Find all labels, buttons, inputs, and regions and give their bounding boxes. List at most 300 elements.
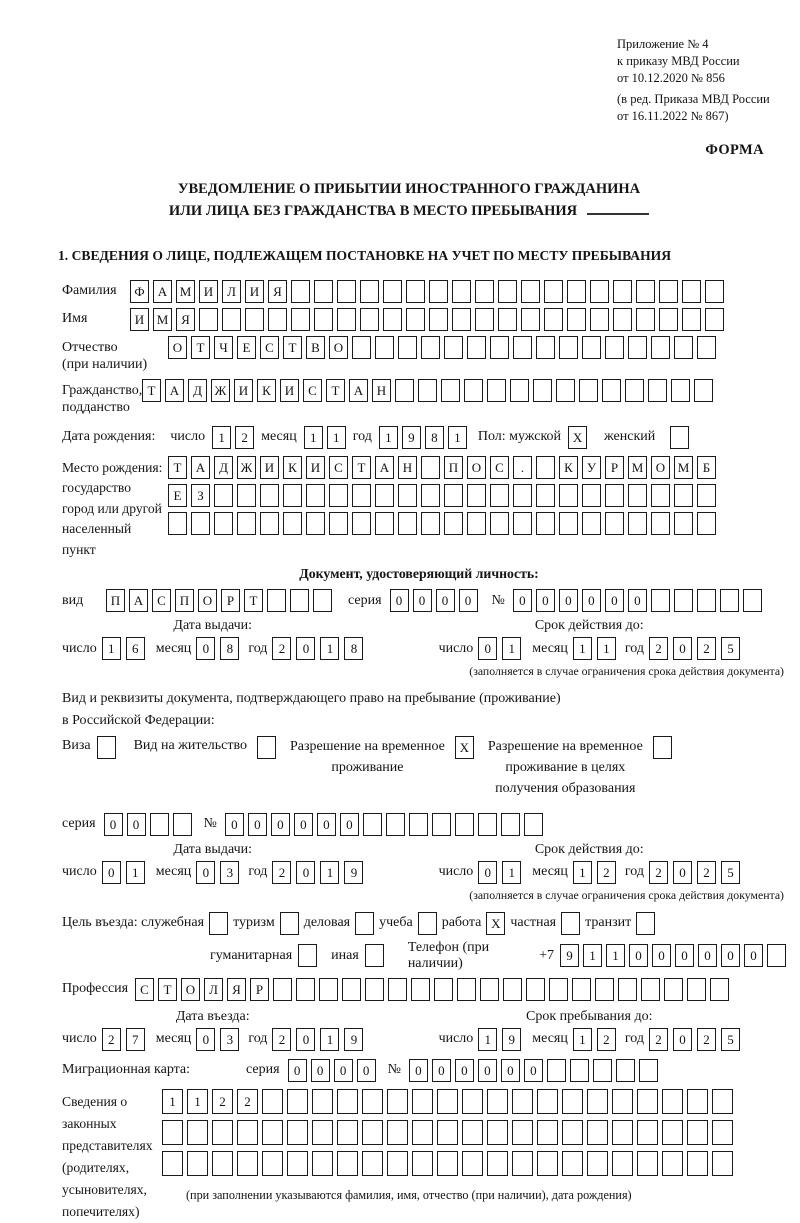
representatives-row1-cell[interactable] bbox=[337, 1089, 358, 1114]
surname-cell[interactable] bbox=[521, 280, 540, 303]
migcard-number-cell[interactable] bbox=[547, 1059, 566, 1082]
phone-cell[interactable]: 1 bbox=[583, 944, 602, 967]
stay-year-cell[interactable]: 5 bbox=[721, 1028, 740, 1051]
migcard-number-cell[interactable]: 0 bbox=[524, 1059, 543, 1082]
birthplace-row3-cell[interactable] bbox=[628, 512, 647, 535]
representatives-row2-cell[interactable] bbox=[462, 1120, 483, 1145]
representatives-row2-cell[interactable] bbox=[537, 1120, 558, 1145]
birthplace-row1-cell[interactable]: Д bbox=[214, 456, 233, 479]
profession-cell[interactable] bbox=[664, 978, 683, 1001]
patronymic-cell[interactable] bbox=[398, 336, 417, 359]
surname-cell[interactable] bbox=[705, 280, 724, 303]
birthplace-row3-cell[interactable] bbox=[605, 512, 624, 535]
birthplace-row1-cell[interactable]: О bbox=[651, 456, 670, 479]
phone-cell[interactable]: 0 bbox=[675, 944, 694, 967]
doc-number-cell[interactable]: 0 bbox=[628, 589, 647, 612]
doc-number-cell[interactable]: 0 bbox=[536, 589, 555, 612]
permit-series-cell[interactable]: 0 bbox=[127, 813, 146, 836]
permit-issue-month-cell[interactable]: 3 bbox=[220, 861, 239, 884]
birth-year-cell[interactable]: 8 bbox=[425, 426, 444, 449]
surname-cell[interactable] bbox=[636, 280, 655, 303]
temp-permit-checkbox-cell[interactable]: X bbox=[455, 736, 474, 759]
citizenship-cell[interactable] bbox=[625, 379, 644, 402]
surname-cell[interactable] bbox=[452, 280, 471, 303]
birth-month-cell[interactable]: 1 bbox=[304, 426, 323, 449]
representatives-row3-cell[interactable] bbox=[162, 1151, 183, 1176]
profession-cell[interactable] bbox=[365, 978, 384, 1001]
citizenship-cell[interactable]: С bbox=[303, 379, 322, 402]
name-cell[interactable] bbox=[222, 308, 241, 331]
birth-day-cell[interactable]: 1 bbox=[212, 426, 231, 449]
surname-cell[interactable]: И bbox=[245, 280, 264, 303]
birthplace-row3-cell[interactable] bbox=[559, 512, 578, 535]
work-checkbox-cell[interactable]: X bbox=[486, 912, 505, 935]
birthplace-row2-cell[interactable] bbox=[398, 484, 417, 507]
phone-cell[interactable]: 0 bbox=[652, 944, 671, 967]
phone-cell[interactable]: 0 bbox=[629, 944, 648, 967]
migcard-series-cell[interactable]: 0 bbox=[288, 1059, 307, 1082]
patronymic-cell[interactable]: Т bbox=[191, 336, 210, 359]
sex-female-checkbox-cell[interactable] bbox=[670, 426, 689, 449]
stay-year-cell[interactable]: 2 bbox=[697, 1028, 716, 1051]
representatives-row1-cell[interactable] bbox=[637, 1089, 658, 1114]
birthplace-row2-cell[interactable] bbox=[214, 484, 233, 507]
birth-month-cell[interactable]: 1 bbox=[327, 426, 346, 449]
representatives-row1-cell[interactable]: 2 bbox=[212, 1089, 233, 1114]
representatives-row1-cell[interactable] bbox=[387, 1089, 408, 1114]
surname-cell[interactable] bbox=[475, 280, 494, 303]
business-checkbox-cell[interactable] bbox=[355, 912, 374, 935]
citizenship-cell[interactable] bbox=[602, 379, 621, 402]
humanitarian-checkbox-cell[interactable] bbox=[298, 944, 317, 967]
representatives-row3-cell[interactable] bbox=[637, 1151, 658, 1176]
profession-cell[interactable]: С bbox=[135, 978, 154, 1001]
entry-day-cell[interactable]: 7 bbox=[126, 1028, 145, 1051]
profession-cell[interactable] bbox=[411, 978, 430, 1001]
patronymic-cell[interactable]: С bbox=[260, 336, 279, 359]
stay-day-cell[interactable]: 1 bbox=[478, 1028, 497, 1051]
migcard-series-cell[interactable]: 0 bbox=[311, 1059, 330, 1082]
birthplace-row3-cell[interactable] bbox=[697, 512, 716, 535]
permit-number-cell[interactable] bbox=[363, 813, 382, 836]
representatives-row1-cell[interactable] bbox=[612, 1089, 633, 1114]
citizenship-cell[interactable] bbox=[556, 379, 575, 402]
doc-type-cell[interactable] bbox=[313, 589, 332, 612]
name-cell[interactable]: И bbox=[130, 308, 149, 331]
study-checkbox-cell[interactable] bbox=[418, 912, 437, 935]
patronymic-cell[interactable] bbox=[651, 336, 670, 359]
other-checkbox-cell[interactable] bbox=[365, 944, 384, 967]
representatives-row3-cell[interactable] bbox=[212, 1151, 233, 1176]
birthplace-row1-cell[interactable]: У bbox=[582, 456, 601, 479]
permit-number-cell[interactable]: 0 bbox=[248, 813, 267, 836]
representatives-row3-cell[interactable] bbox=[237, 1151, 258, 1176]
patronymic-cell[interactable] bbox=[559, 336, 578, 359]
patronymic-cell[interactable] bbox=[490, 336, 509, 359]
surname-cell[interactable] bbox=[590, 280, 609, 303]
patronymic-cell[interactable] bbox=[467, 336, 486, 359]
stay-month-cell[interactable]: 2 bbox=[597, 1028, 616, 1051]
birthplace-row2-cell[interactable]: Е bbox=[168, 484, 187, 507]
citizenship-cell[interactable] bbox=[648, 379, 667, 402]
birthplace-row1-cell[interactable]: Т bbox=[168, 456, 187, 479]
surname-cell[interactable]: М bbox=[176, 280, 195, 303]
profession-cell[interactable] bbox=[503, 978, 522, 1001]
doc-type-cell[interactable]: Т bbox=[244, 589, 263, 612]
birthplace-row3-cell[interactable] bbox=[306, 512, 325, 535]
permit-number-cell[interactable] bbox=[478, 813, 497, 836]
representatives-row2-cell[interactable] bbox=[687, 1120, 708, 1145]
birthplace-row1-cell[interactable] bbox=[536, 456, 555, 479]
permit-number-cell[interactable]: 0 bbox=[340, 813, 359, 836]
profession-cell[interactable] bbox=[273, 978, 292, 1001]
birthplace-row2-cell[interactable] bbox=[697, 484, 716, 507]
name-cell[interactable] bbox=[498, 308, 517, 331]
migcard-number-cell[interactable]: 0 bbox=[501, 1059, 520, 1082]
doc-type-cell[interactable] bbox=[290, 589, 309, 612]
representatives-row2-cell[interactable] bbox=[362, 1120, 383, 1145]
permit-number-cell[interactable]: 0 bbox=[317, 813, 336, 836]
citizenship-cell[interactable] bbox=[418, 379, 437, 402]
name-cell[interactable] bbox=[544, 308, 563, 331]
representatives-row1-cell[interactable] bbox=[462, 1089, 483, 1114]
surname-cell[interactable] bbox=[429, 280, 448, 303]
birthplace-row1-cell[interactable]: П bbox=[444, 456, 463, 479]
birthplace-row2-cell[interactable] bbox=[283, 484, 302, 507]
profession-cell[interactable] bbox=[434, 978, 453, 1001]
citizenship-cell[interactable]: А bbox=[349, 379, 368, 402]
birth-year-cell[interactable]: 1 bbox=[379, 426, 398, 449]
representatives-row3-cell[interactable] bbox=[337, 1151, 358, 1176]
representatives-row3-cell[interactable] bbox=[612, 1151, 633, 1176]
citizenship-cell[interactable] bbox=[464, 379, 483, 402]
birthplace-row1-cell[interactable]: И bbox=[306, 456, 325, 479]
birthplace-row3-cell[interactable] bbox=[352, 512, 371, 535]
doc-number-cell[interactable] bbox=[651, 589, 670, 612]
name-cell[interactable] bbox=[567, 308, 586, 331]
id-issue-day-cell[interactable]: 1 bbox=[102, 637, 121, 660]
profession-cell[interactable] bbox=[526, 978, 545, 1001]
permit-issue-day-cell[interactable]: 0 bbox=[102, 861, 121, 884]
id-valid-year-cell[interactable]: 5 bbox=[721, 637, 740, 660]
birthplace-row2-cell[interactable] bbox=[513, 484, 532, 507]
representatives-row1-cell[interactable]: 2 bbox=[237, 1089, 258, 1114]
private-checkbox-cell[interactable] bbox=[561, 912, 580, 935]
name-cell[interactable] bbox=[682, 308, 701, 331]
id-valid-year-cell[interactable]: 2 bbox=[697, 637, 716, 660]
permit-series-cell[interactable] bbox=[173, 813, 192, 836]
birthplace-row1-cell[interactable]: . bbox=[513, 456, 532, 479]
patronymic-cell[interactable] bbox=[352, 336, 371, 359]
birthplace-row2-cell[interactable] bbox=[674, 484, 693, 507]
phone-cell[interactable] bbox=[767, 944, 786, 967]
profession-cell[interactable]: О bbox=[181, 978, 200, 1001]
surname-cell[interactable] bbox=[567, 280, 586, 303]
profession-cell[interactable] bbox=[618, 978, 637, 1001]
birthplace-row3-cell[interactable] bbox=[260, 512, 279, 535]
patronymic-cell[interactable] bbox=[697, 336, 716, 359]
permit-valid-month-cell[interactable]: 2 bbox=[597, 861, 616, 884]
doc-number-cell[interactable] bbox=[674, 589, 693, 612]
patronymic-cell[interactable]: О bbox=[329, 336, 348, 359]
permit-number-cell[interactable]: 0 bbox=[294, 813, 313, 836]
representatives-row3-cell[interactable] bbox=[437, 1151, 458, 1176]
birthplace-row2-cell[interactable] bbox=[237, 484, 256, 507]
birthplace-row3-cell[interactable] bbox=[444, 512, 463, 535]
permit-valid-day-cell[interactable]: 1 bbox=[502, 861, 521, 884]
id-valid-month-cell[interactable]: 1 bbox=[573, 637, 592, 660]
birthplace-row3-cell[interactable] bbox=[582, 512, 601, 535]
doc-number-cell[interactable] bbox=[697, 589, 716, 612]
name-cell[interactable] bbox=[429, 308, 448, 331]
migcard-number-cell[interactable]: 0 bbox=[455, 1059, 474, 1082]
birthplace-row2-cell[interactable] bbox=[260, 484, 279, 507]
official-checkbox-cell[interactable] bbox=[209, 912, 228, 935]
name-cell[interactable] bbox=[659, 308, 678, 331]
birthplace-row3-cell[interactable] bbox=[651, 512, 670, 535]
representatives-row2-cell[interactable] bbox=[287, 1120, 308, 1145]
name-cell[interactable] bbox=[314, 308, 333, 331]
representatives-row2-cell[interactable] bbox=[712, 1120, 733, 1145]
profession-cell[interactable] bbox=[388, 978, 407, 1001]
id-issue-year-cell[interactable]: 1 bbox=[320, 637, 339, 660]
stay-year-cell[interactable]: 0 bbox=[673, 1028, 692, 1051]
representatives-row2-cell[interactable] bbox=[487, 1120, 508, 1145]
representatives-row1-cell[interactable]: 1 bbox=[162, 1089, 183, 1114]
birthplace-row2-cell[interactable] bbox=[536, 484, 555, 507]
birthplace-row1-cell[interactable]: М bbox=[628, 456, 647, 479]
doc-number-cell[interactable]: 0 bbox=[559, 589, 578, 612]
id-valid-day-cell[interactable]: 1 bbox=[502, 637, 521, 660]
entry-day-cell[interactable]: 2 bbox=[102, 1028, 121, 1051]
name-cell[interactable] bbox=[245, 308, 264, 331]
name-cell[interactable] bbox=[636, 308, 655, 331]
representatives-row2-cell[interactable] bbox=[337, 1120, 358, 1145]
birthplace-row3-cell[interactable] bbox=[674, 512, 693, 535]
representatives-row3-cell[interactable] bbox=[287, 1151, 308, 1176]
citizenship-cell[interactable]: Д bbox=[188, 379, 207, 402]
citizenship-cell[interactable] bbox=[533, 379, 552, 402]
sex-male-checkbox-cell[interactable]: X bbox=[568, 426, 587, 449]
name-cell[interactable] bbox=[291, 308, 310, 331]
name-cell[interactable] bbox=[383, 308, 402, 331]
birthplace-row2-cell[interactable] bbox=[306, 484, 325, 507]
phone-cell[interactable]: 1 bbox=[606, 944, 625, 967]
representatives-row3-cell[interactable] bbox=[312, 1151, 333, 1176]
profession-cell[interactable] bbox=[549, 978, 568, 1001]
representatives-row3-cell[interactable] bbox=[587, 1151, 608, 1176]
surname-cell[interactable] bbox=[291, 280, 310, 303]
representatives-row1-cell[interactable] bbox=[537, 1089, 558, 1114]
representatives-row2-cell[interactable] bbox=[662, 1120, 683, 1145]
representatives-row3-cell[interactable] bbox=[462, 1151, 483, 1176]
representatives-row2-cell[interactable] bbox=[562, 1120, 583, 1145]
birth-day-cell[interactable]: 2 bbox=[235, 426, 254, 449]
citizenship-cell[interactable]: Ж bbox=[211, 379, 230, 402]
representatives-row3-cell[interactable] bbox=[387, 1151, 408, 1176]
birthplace-row2-cell[interactable] bbox=[375, 484, 394, 507]
representatives-row3-cell[interactable] bbox=[362, 1151, 383, 1176]
birthplace-row1-cell[interactable]: А bbox=[375, 456, 394, 479]
birthplace-row2-cell[interactable] bbox=[421, 484, 440, 507]
patronymic-cell[interactable] bbox=[513, 336, 532, 359]
citizenship-cell[interactable]: И bbox=[280, 379, 299, 402]
permit-series-cell[interactable] bbox=[150, 813, 169, 836]
permit-valid-year-cell[interactable]: 5 bbox=[721, 861, 740, 884]
id-issue-month-cell[interactable]: 0 bbox=[196, 637, 215, 660]
entry-year-cell[interactable]: 0 bbox=[296, 1028, 315, 1051]
permit-series-cell[interactable]: 0 bbox=[104, 813, 123, 836]
name-cell[interactable] bbox=[590, 308, 609, 331]
birthplace-row2-cell[interactable] bbox=[329, 484, 348, 507]
representatives-row1-cell[interactable] bbox=[662, 1089, 683, 1114]
profession-cell[interactable] bbox=[595, 978, 614, 1001]
temp-permit-edu-checkbox-cell[interactable] bbox=[653, 736, 672, 759]
permit-issue-day-cell[interactable]: 1 bbox=[126, 861, 145, 884]
profession-cell[interactable] bbox=[710, 978, 729, 1001]
surname-cell[interactable] bbox=[682, 280, 701, 303]
profession-cell[interactable] bbox=[572, 978, 591, 1001]
phone-cell[interactable]: 0 bbox=[698, 944, 717, 967]
profession-cell[interactable] bbox=[319, 978, 338, 1001]
surname-cell[interactable] bbox=[544, 280, 563, 303]
doc-type-cell[interactable] bbox=[267, 589, 286, 612]
representatives-row1-cell[interactable] bbox=[687, 1089, 708, 1114]
name-cell[interactable] bbox=[705, 308, 724, 331]
patronymic-cell[interactable] bbox=[582, 336, 601, 359]
tourism-checkbox-cell[interactable] bbox=[280, 912, 299, 935]
permit-number-cell[interactable] bbox=[386, 813, 405, 836]
birthplace-row3-cell[interactable] bbox=[214, 512, 233, 535]
permit-number-cell[interactable] bbox=[409, 813, 428, 836]
birthplace-row2-cell[interactable] bbox=[628, 484, 647, 507]
representatives-row2-cell[interactable] bbox=[162, 1120, 183, 1145]
representatives-row1-cell[interactable]: 1 bbox=[187, 1089, 208, 1114]
representatives-row1-cell[interactable] bbox=[437, 1089, 458, 1114]
surname-cell[interactable]: Я bbox=[268, 280, 287, 303]
entry-year-cell[interactable]: 2 bbox=[272, 1028, 291, 1051]
permit-number-cell[interactable]: 0 bbox=[225, 813, 244, 836]
doc-series-cell[interactable]: 0 bbox=[390, 589, 409, 612]
patronymic-cell[interactable] bbox=[674, 336, 693, 359]
patronymic-cell[interactable]: В bbox=[306, 336, 325, 359]
doc-series-cell[interactable]: 0 bbox=[436, 589, 455, 612]
birthplace-row1-cell[interactable]: Ж bbox=[237, 456, 256, 479]
doc-number-cell[interactable]: 0 bbox=[605, 589, 624, 612]
birthplace-row2-cell[interactable] bbox=[605, 484, 624, 507]
representatives-row3-cell[interactable] bbox=[187, 1151, 208, 1176]
patronymic-cell[interactable]: О bbox=[168, 336, 187, 359]
birthplace-row3-cell[interactable] bbox=[237, 512, 256, 535]
citizenship-cell[interactable] bbox=[510, 379, 529, 402]
representatives-row3-cell[interactable] bbox=[537, 1151, 558, 1176]
representatives-row3-cell[interactable] bbox=[512, 1151, 533, 1176]
permit-number-cell[interactable] bbox=[501, 813, 520, 836]
entry-year-cell[interactable]: 1 bbox=[320, 1028, 339, 1051]
representatives-row2-cell[interactable] bbox=[237, 1120, 258, 1145]
citizenship-cell[interactable] bbox=[694, 379, 713, 402]
patronymic-cell[interactable] bbox=[536, 336, 555, 359]
birthplace-row2-cell[interactable] bbox=[467, 484, 486, 507]
doc-number-cell[interactable]: 0 bbox=[513, 589, 532, 612]
birthplace-row3-cell[interactable] bbox=[490, 512, 509, 535]
birthplace-row1-cell[interactable]: А bbox=[191, 456, 210, 479]
birthplace-row1-cell[interactable]: Б bbox=[697, 456, 716, 479]
id-issue-year-cell[interactable]: 0 bbox=[296, 637, 315, 660]
doc-type-cell[interactable]: О bbox=[198, 589, 217, 612]
profession-cell[interactable]: Л bbox=[204, 978, 223, 1001]
surname-cell[interactable] bbox=[613, 280, 632, 303]
doc-number-cell[interactable] bbox=[720, 589, 739, 612]
doc-number-cell[interactable] bbox=[743, 589, 762, 612]
doc-series-cell[interactable]: 0 bbox=[459, 589, 478, 612]
birthplace-row3-cell[interactable] bbox=[536, 512, 555, 535]
phone-cell[interactable]: 9 bbox=[560, 944, 579, 967]
entry-year-cell[interactable]: 9 bbox=[344, 1028, 363, 1051]
permit-issue-year-cell[interactable]: 0 bbox=[296, 861, 315, 884]
name-cell[interactable] bbox=[452, 308, 471, 331]
permit-issue-year-cell[interactable]: 9 bbox=[344, 861, 363, 884]
profession-cell[interactable] bbox=[480, 978, 499, 1001]
name-cell[interactable] bbox=[268, 308, 287, 331]
surname-cell[interactable] bbox=[498, 280, 517, 303]
representatives-row3-cell[interactable] bbox=[562, 1151, 583, 1176]
representatives-row1-cell[interactable] bbox=[287, 1089, 308, 1114]
permit-number-cell[interactable] bbox=[432, 813, 451, 836]
profession-cell[interactable]: Т bbox=[158, 978, 177, 1001]
birthplace-row1-cell[interactable]: С bbox=[329, 456, 348, 479]
stay-month-cell[interactable]: 1 bbox=[573, 1028, 592, 1051]
birthplace-row1-cell[interactable]: Н bbox=[398, 456, 417, 479]
doc-number-cell[interactable]: 0 bbox=[582, 589, 601, 612]
patronymic-cell[interactable] bbox=[421, 336, 440, 359]
birthplace-row2-cell[interactable] bbox=[559, 484, 578, 507]
migcard-number-cell[interactable]: 0 bbox=[432, 1059, 451, 1082]
representatives-row1-cell[interactable] bbox=[412, 1089, 433, 1114]
representatives-row2-cell[interactable] bbox=[412, 1120, 433, 1145]
migcard-number-cell[interactable]: 0 bbox=[478, 1059, 497, 1082]
birthplace-row2-cell[interactable] bbox=[444, 484, 463, 507]
representatives-row2-cell[interactable] bbox=[387, 1120, 408, 1145]
migcard-series-cell[interactable]: 0 bbox=[334, 1059, 353, 1082]
stay-year-cell[interactable]: 2 bbox=[649, 1028, 668, 1051]
representatives-row2-cell[interactable] bbox=[587, 1120, 608, 1145]
name-cell[interactable] bbox=[337, 308, 356, 331]
id-valid-year-cell[interactable]: 0 bbox=[673, 637, 692, 660]
name-cell[interactable] bbox=[475, 308, 494, 331]
id-valid-day-cell[interactable]: 0 bbox=[478, 637, 497, 660]
profession-cell[interactable] bbox=[687, 978, 706, 1001]
representatives-row2-cell[interactable] bbox=[212, 1120, 233, 1145]
profession-cell[interactable] bbox=[296, 978, 315, 1001]
patronymic-cell[interactable]: Е bbox=[237, 336, 256, 359]
birthplace-row2-cell[interactable] bbox=[352, 484, 371, 507]
birthplace-row1-cell[interactable]: О bbox=[467, 456, 486, 479]
birthplace-row1-cell[interactable]: К bbox=[283, 456, 302, 479]
migcard-series-cell[interactable]: 0 bbox=[357, 1059, 376, 1082]
permit-number-cell[interactable] bbox=[455, 813, 474, 836]
patronymic-cell[interactable]: Т bbox=[283, 336, 302, 359]
citizenship-cell[interactable]: И bbox=[234, 379, 253, 402]
entry-month-cell[interactable]: 3 bbox=[220, 1028, 239, 1051]
permit-number-cell[interactable] bbox=[524, 813, 543, 836]
citizenship-cell[interactable]: Т bbox=[142, 379, 161, 402]
birth-year-cell[interactable]: 9 bbox=[402, 426, 421, 449]
doc-series-cell[interactable]: 0 bbox=[413, 589, 432, 612]
surname-cell[interactable]: Ф bbox=[130, 280, 149, 303]
doc-type-cell[interactable]: П bbox=[175, 589, 194, 612]
surname-cell[interactable] bbox=[314, 280, 333, 303]
